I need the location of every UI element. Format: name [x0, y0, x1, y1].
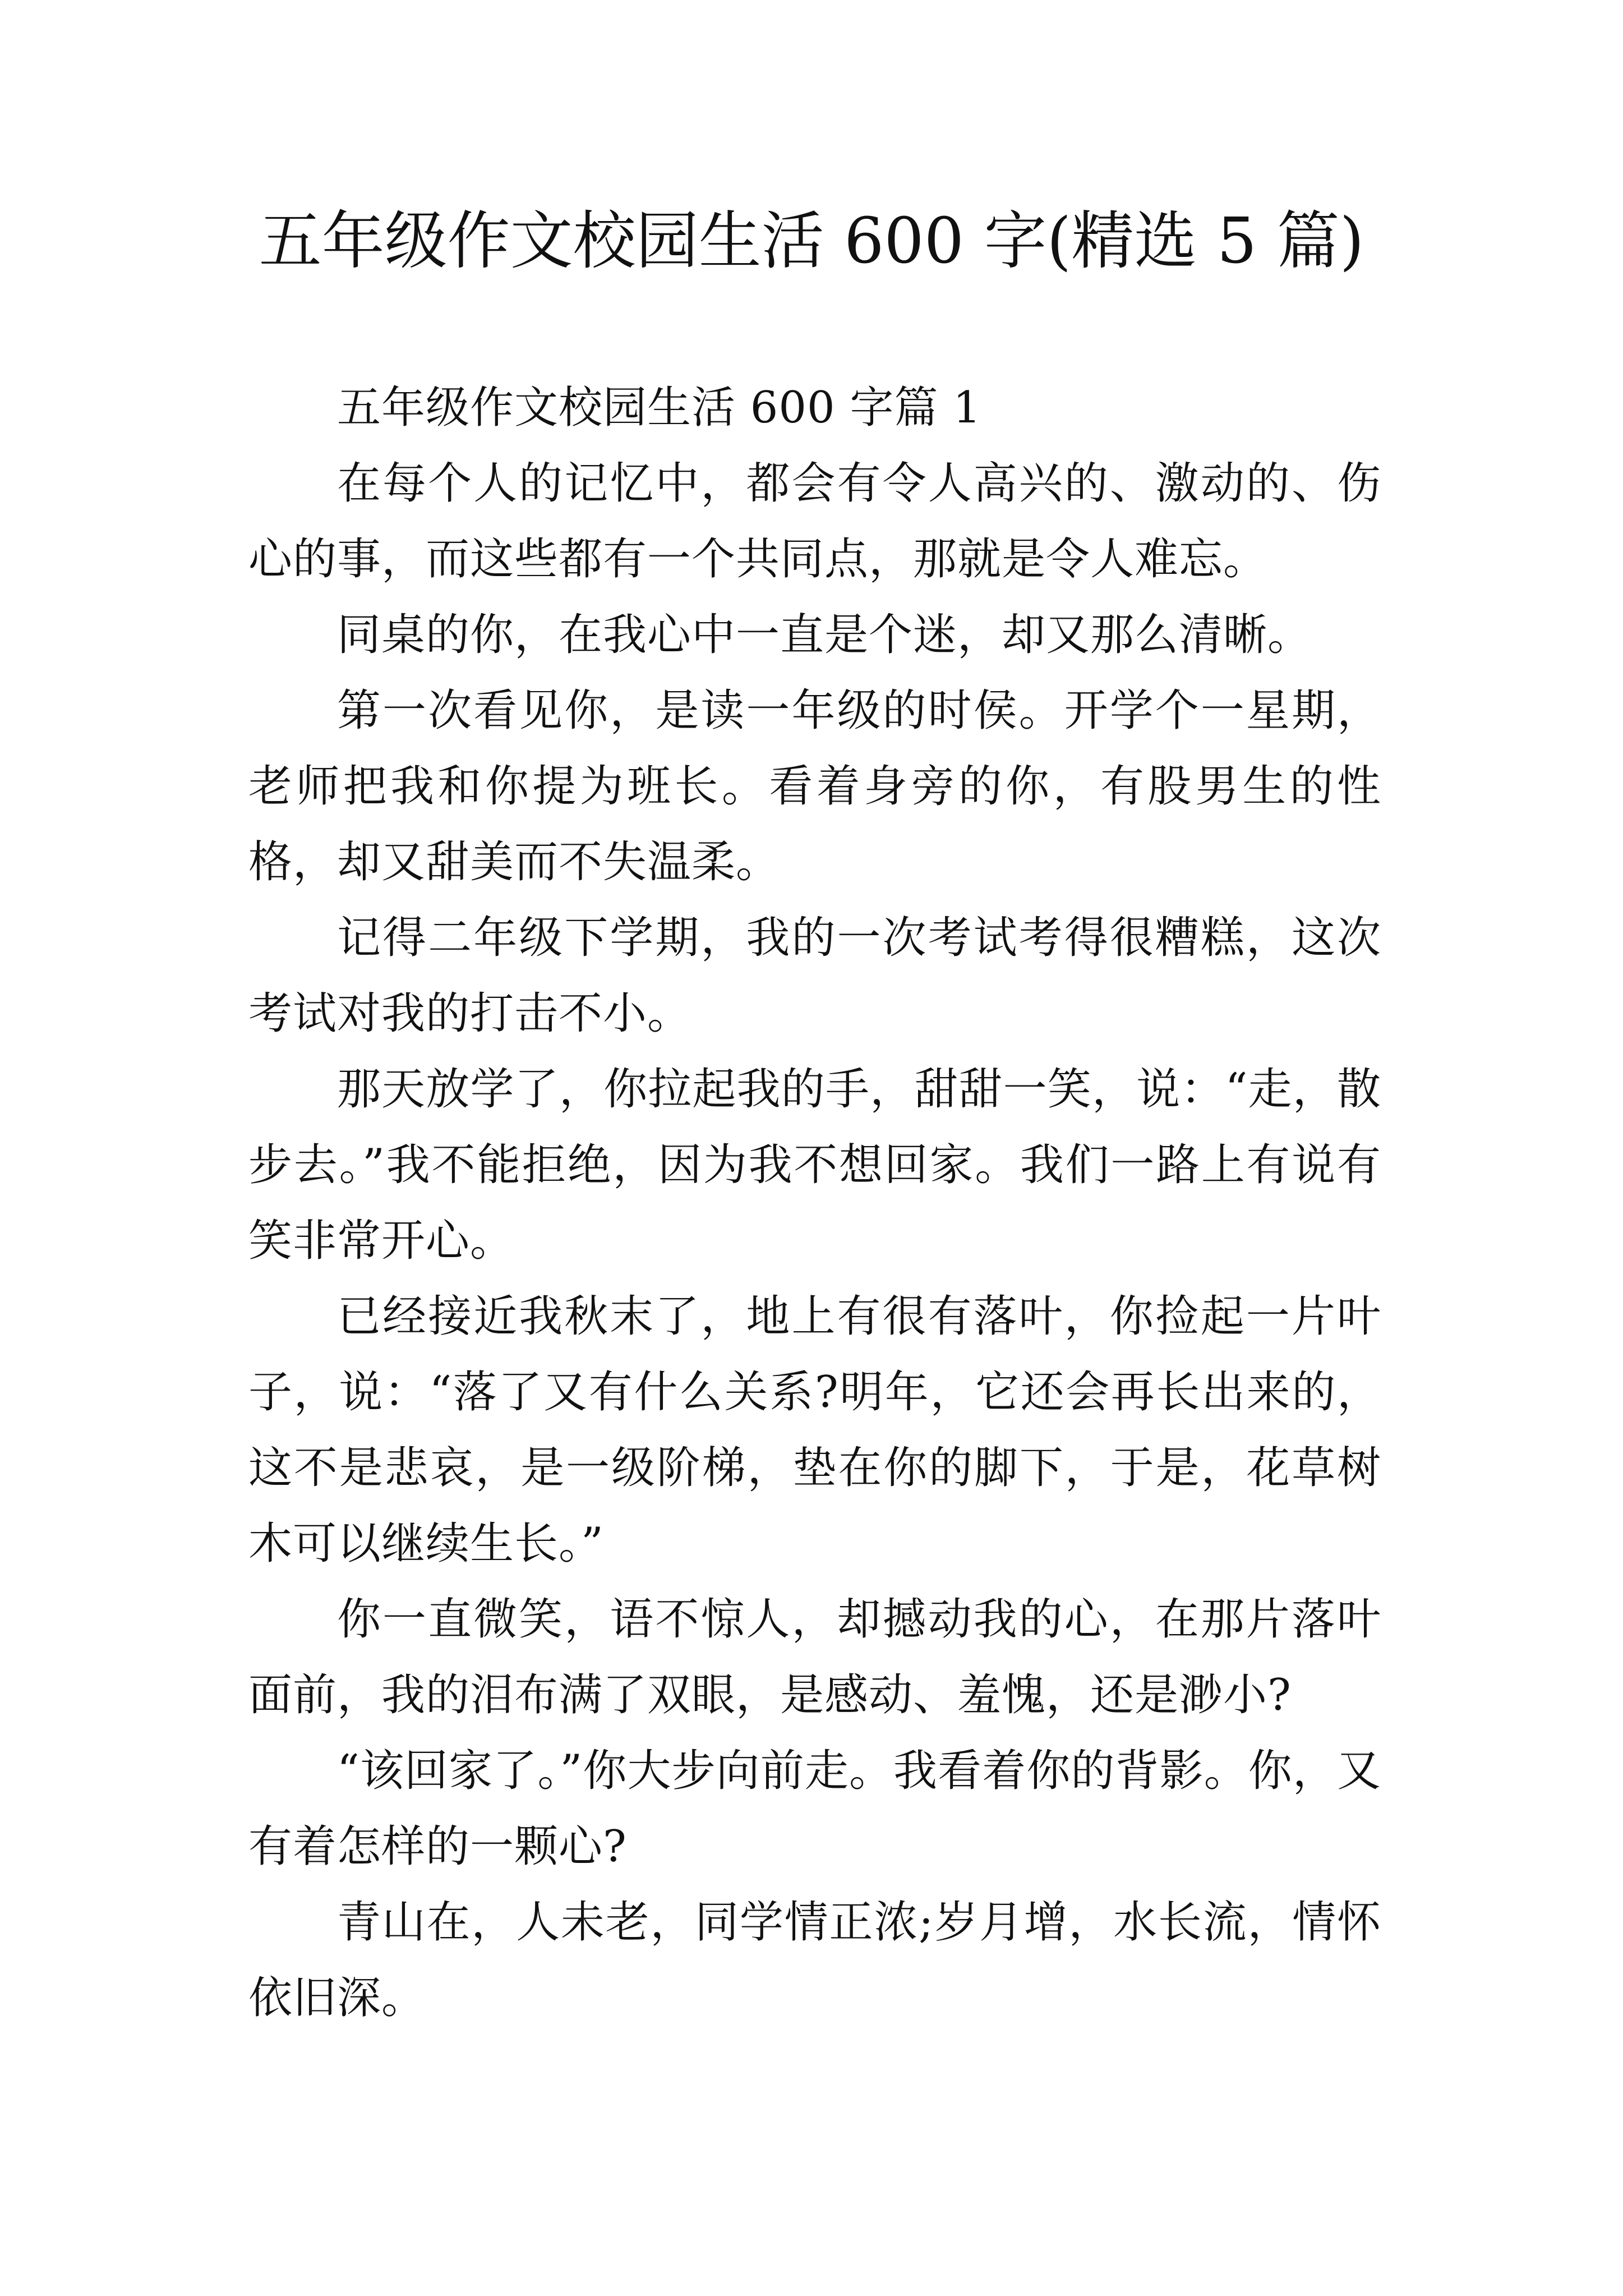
paragraph: 青山在，人未老，同学情正浓;岁月增，水长流，情怀依旧深。: [248, 1897, 1381, 2023]
paragraph: 记得二年级下学期，我的一次考试考得很糟糕，这次考试对我的打击不小。: [248, 913, 1381, 1039]
paragraph: 第一次看见你，是读一年级的时侯。开学个一星期，老师把我和你提为班长。看着身旁的你，有股男生的性格，却又甜美而不失温柔。: [248, 685, 1381, 887]
paragraph: 那天放学了，你拉起我的手，甜甜一笑，说：“走，散步去。”我不能拒绝，因为我不想回家。我们一路上有说有笑非常开心。: [248, 1064, 1381, 1266]
section-heading: 五年级作文校园生活 600 字篇 1: [337, 383, 981, 433]
paragraph: 在每个人的记忆中，都会有令人高兴的、激动的、伤心的事，而这些都有一个共同点，那就是令人难忘。: [248, 458, 1381, 585]
paragraph: 已经接近我秋末了，地上有很有落叶，你捡起一片叶子，说：“落了又有什么关系?明年，它还会再长出来的，这不是悲哀，是一级阶梯，垫在你的脚下，于是，花草树木可以继续生长。”: [248, 1291, 1381, 1569]
paragraph: “该回家了。”你大步向前走。我看着你的背影。你，又有着怎样的一颗心?: [248, 1746, 1381, 1872]
paragraph: 你一直微笑，语不惊人，却撼动我的心，在那片落叶面前，我的泪布满了双眼，是感动、羞愧，还是渺小?: [248, 1594, 1381, 1720]
document-title: 五年级作文校园生活 600 字(精选 5 篇): [259, 205, 1364, 278]
paragraph: 同桌的你，在我心中一直是个迷，却又那么清晰。: [337, 610, 1312, 660]
document-body: [248, 370, 1381, 2036]
